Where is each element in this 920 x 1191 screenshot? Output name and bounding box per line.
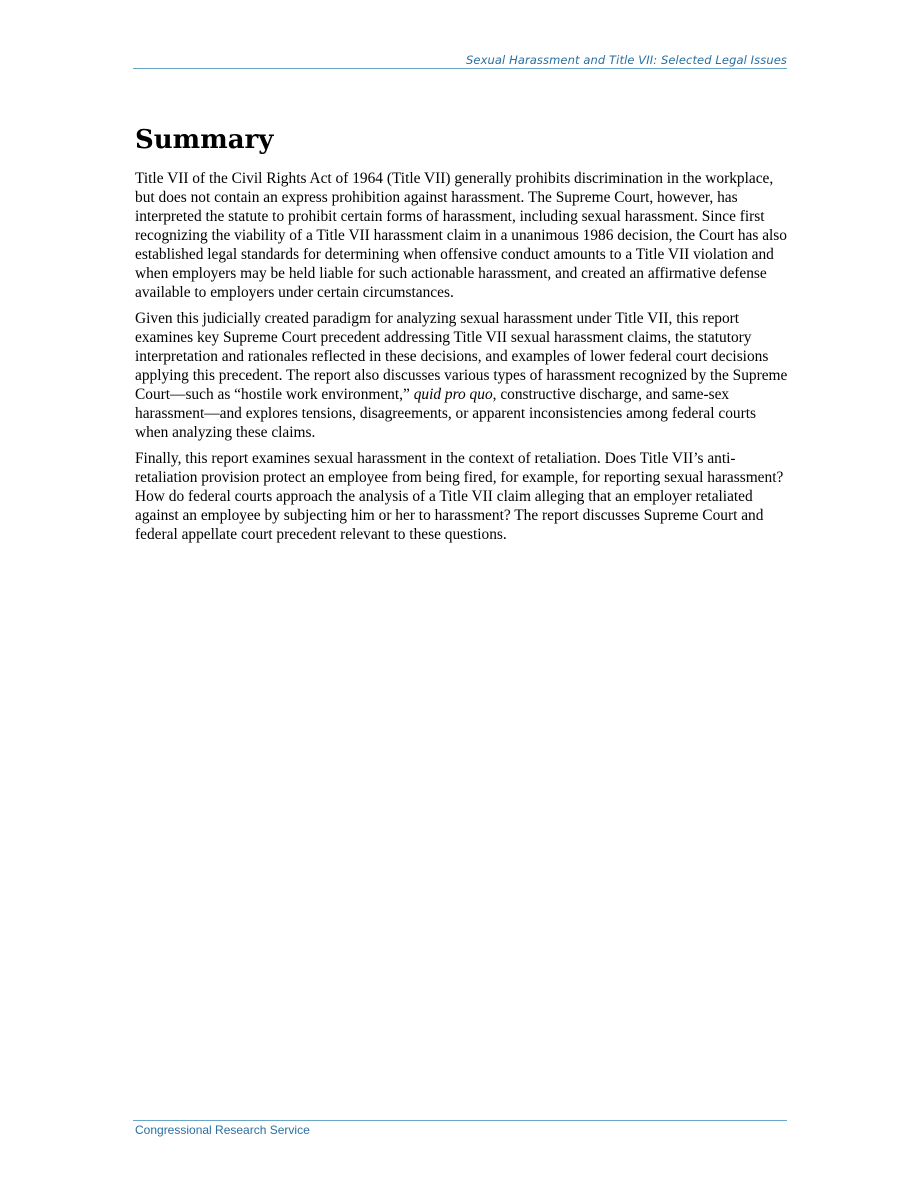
paragraph-2-text-after: , constructive discharge, and same-sex harassment—and explores tensions, disagreements, or apparent inconsistencies among federal courts when analyzing these claims.: [135, 386, 756, 441]
paragraph-3: Finally, this report examines sexual harassment in the context of retaliation. Does Title VII’s anti-retaliation provision protect an employee from being fired, for example, for reporting sexual harassment? How do federal courts approach the analysis of a Title VII claim alleging that an employer retaliated against an employee by subjecting him or her to harassment? The report discusses Supreme Court and federal appellate court precedent relevant to these questions.: [135, 450, 784, 543]
footer-rule: [133, 1120, 787, 1121]
paragraph-2: [135, 309, 790, 442]
section-title: Summary: [135, 125, 274, 155]
running-header: Sexual Harassment and Title VII: Selected Legal Issues: [466, 53, 787, 67]
footer-organization: Congressional Research Service: [135, 1123, 310, 1137]
header-rule: [133, 68, 787, 69]
summary-body: [135, 169, 790, 551]
paragraph-2-italic-term: quid pro quo: [413, 386, 493, 403]
paragraph-1: Title VII of the Civil Rights Act of 1964 (Title VII) generally prohibits discrimination in the workplace, but does not contain an express prohibition against harassment. The Supreme Court, however, has interpreted the statute to prohibit certain forms of harassment, including sexual harassment. Since first recognizing the viability of a Title VII harassment claim in a unanimous 1986 decision, the Court has also established legal standards for determining when offensive conduct amounts to a Title VII violation and when employers may be held liable for such actionable harassment, and created an affirmative defense available to employers under certain circumstances.: [135, 170, 787, 301]
paragraph-2-text-before: Given this judicially created paradigm for analyzing sexual harassment under Title VII, this report examines key Supreme Court precedent addressing Title VII sexual harassment claims, the statutory interpretation and rationales reflected in these decisions, and examples of lower federal court decisions applying this precedent. The report also discusses various types of harassment recognized by the Supreme Court—such as “hostile work environment,”: [135, 310, 788, 403]
